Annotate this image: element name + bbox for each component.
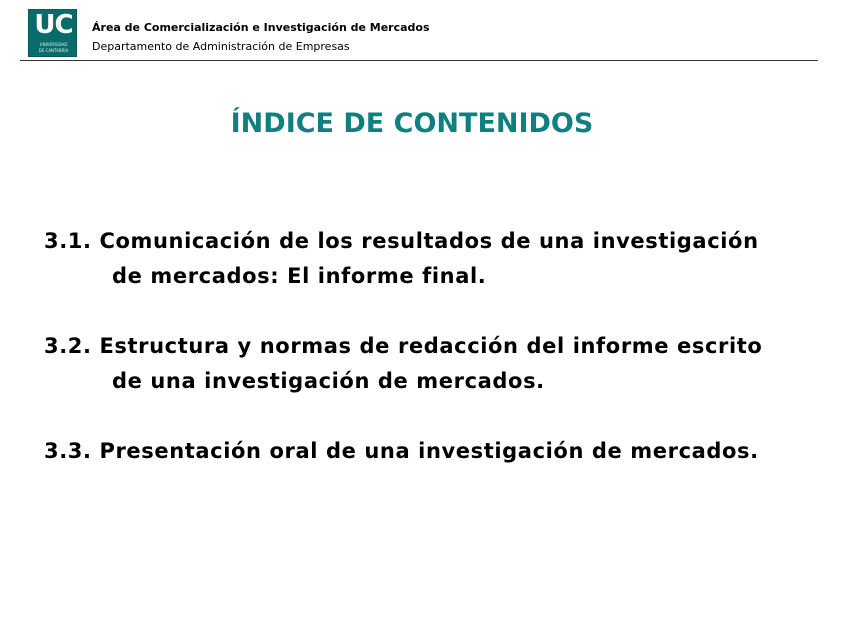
toc-item-line: 3.2. Estructura y normas de redacción del informe escrito — [44, 334, 763, 358]
toc-item-continuation: de mercados: El informe final. — [112, 264, 487, 288]
logo-letters: UC — [34, 10, 73, 40]
department-name: Departamento de Administración de Empresas — [92, 40, 350, 53]
logo-subtext-line2: DE CANTABRIA — [38, 48, 69, 53]
table-of-contents — [44, 224, 824, 504]
toc-item-line: 3.3. Presentación oral de una investigación de mercados. — [44, 439, 759, 463]
page-title: ÍNDICE DE CONTENIDOS — [230, 108, 594, 139]
toc-item-line: 3.1. Comunicación de los resultados de una investigación — [44, 229, 759, 253]
university-logo — [28, 9, 77, 57]
toc-item-continuation: de una investigación de mercados. — [112, 369, 545, 393]
toc-item-3-2 — [44, 329, 824, 399]
logo-subtext-line1: UNIVERSIDAD — [39, 42, 68, 47]
header-divider — [20, 60, 818, 61]
area-name: Área de Comercialización e Investigación de Mercados — [92, 21, 430, 34]
toc-item-3-1 — [44, 224, 824, 294]
toc-item-3-3 — [44, 434, 824, 469]
